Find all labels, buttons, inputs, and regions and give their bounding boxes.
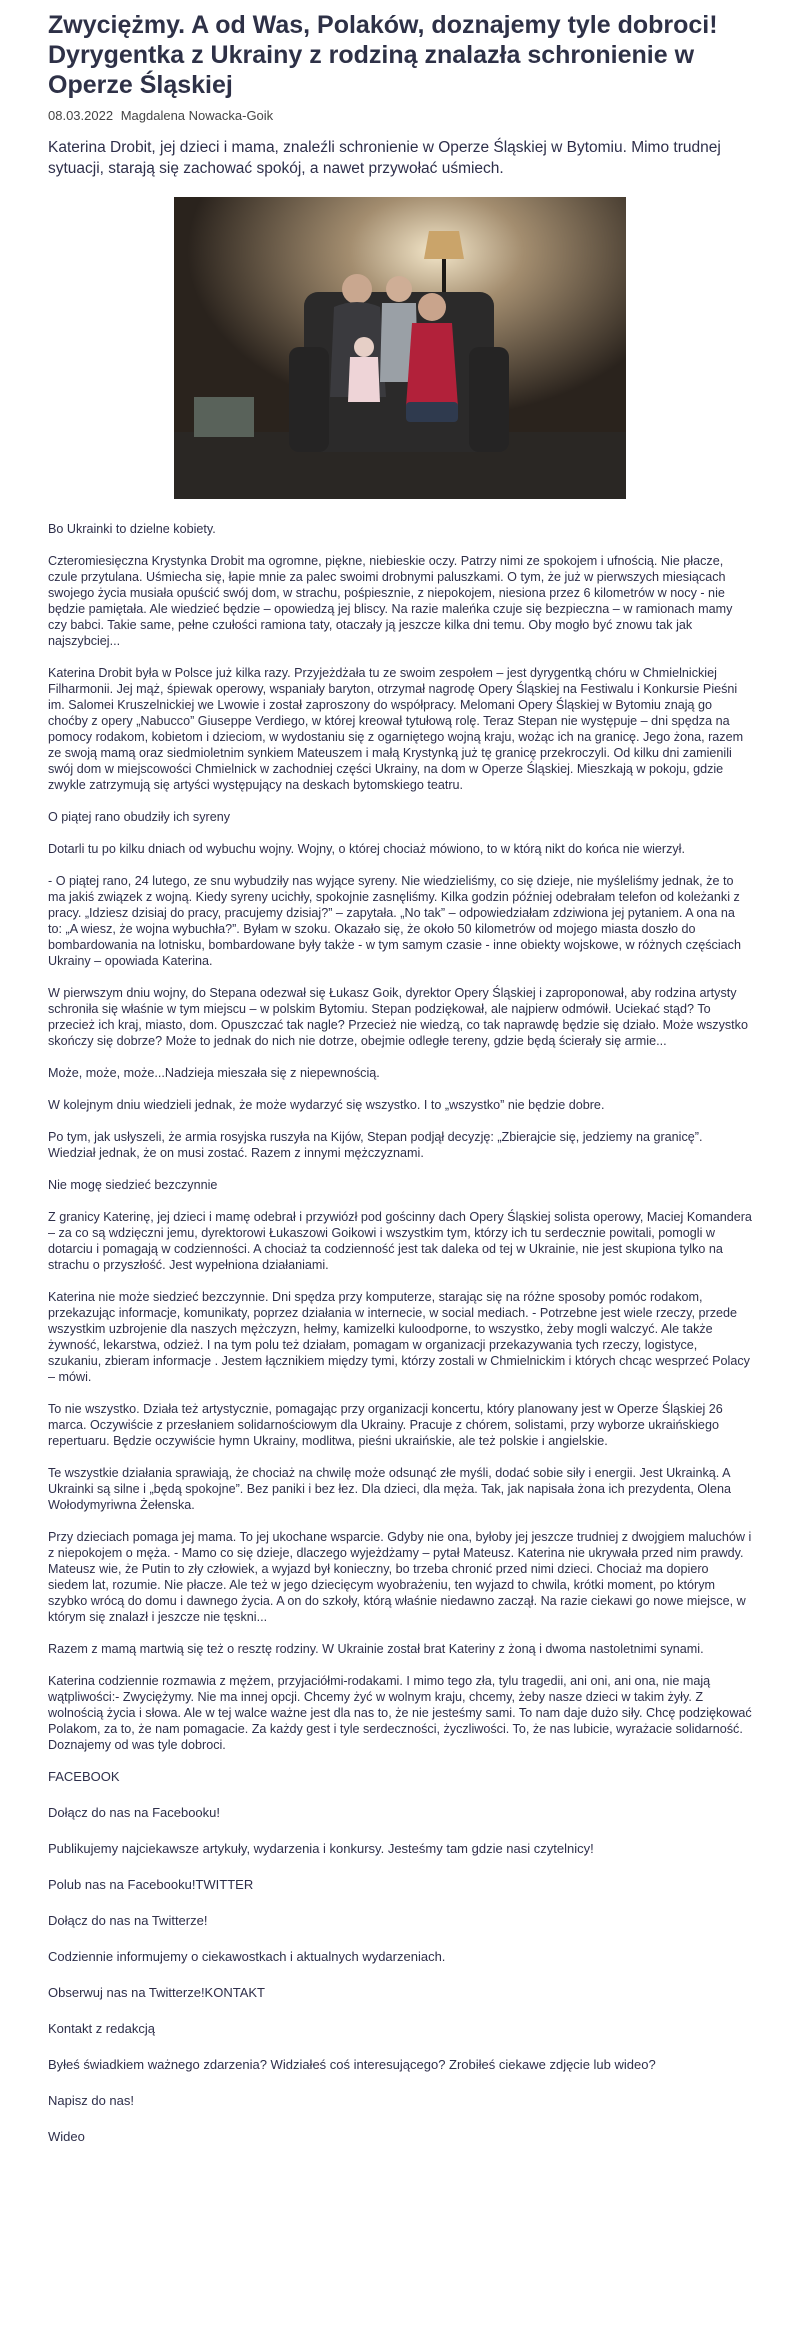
article-body: [48, 521, 752, 1753]
article-paragraph: Te wszystkie działania sprawiają, że chociaż na chwilę może odsunąć złe myśli, dodać sobie siły i energii. Jest Ukrainką. A Ukrainki są silne i „będą spokojne”. Bez paniki i bez łez. Dla dzieci, dla męża. Tak, jak napisała żona ich prezydenta, Olena Wołodymyriwna Żełenska.: [48, 1466, 731, 1512]
article-paragraph: Z granicy Katerinę, jej dzieci i mamę odebrał i przywiózł pod gościnny dach Opery Śląskiej solista operowy, Maciej Komandera – za co są wdzięczni jemu, dyrektorowi Łukaszowi Goikowi i wszystkim tym, którzy ich tu serdecznie powitali, pomogli w dotarciu i pomagają w codzienności. A chociaż ta codzienność jest tak daleka od tej w Ukrainie, nie jest skupiona tylko na strachu o przyszłość. Jest wypełniona działaniami.: [48, 1210, 752, 1272]
article-paragraph: Katerina nie może siedzieć bezczynnie. Dni spędza przy komputerze, starając się na różne sposoby pomóc rodakom, przekazując informacje, komunikaty, poprzez działania w internecie, w social mediach. - Potrzebne jest wiele rzeczy, przede wszystkim uzbrojenie dla naszych mężczyzn, hełmy, kamizelki kuloodporne, to wszystko, żeby mogli walczyć. Ale także żywność, lekarstwa, odzież. I na tym polu też działam, pomagam w organizacji przekazywania tych rzeczy, logistyce, szukaniu, zbieram informacje . Jestem łącznikiem między tymi, którzy zostali w Chmielnickim i których chcąc wesprzeć Polacy – mówi.: [48, 1290, 750, 1384]
article-paragraph: Przy dzieciach pomaga jej mama. To jej ukochane wsparcie. Gdyby nie ona, byłoby jej jeszcze trudniej z dwojgiem maluchów i z niepokojem o męża. - Mamo co się dzieje, dlaczego wyjeżdżamy – pytał Mateusz. Katerina nie ukrywała przed nim prawdy. Mateusz wie, że Putin to zły człowiek, a wyjazd był konieczny, bo trzeba chronić przed nimi dzieci. Chociaż ma dopiero siedem lat, rozumie. Nie płacze. Ale też w jego dziecięcym wyobrażeniu, ten wyjazd to chwila, krótki moment, po którym szybko wrócą do domu i dawnego życia. A on do szkoły, którą właśnie niedawno zaczął. Na razie ciekawi go nowe miejsce, w którym się znalazł i jeszcze nie tęskni...: [48, 1530, 752, 1624]
article-paragraph: W kolejnym dniu wiedzieli jednak, że może wydarzyć się wszystko. I to „wszystko” nie będzie dobre.: [48, 1098, 605, 1112]
twitter-follow-link[interactable]: Obserwuj nas na Twitterze!KONTAKT: [48, 1985, 265, 2000]
article-paragraph: Bo Ukrainki to dzielne kobiety.: [48, 522, 216, 536]
facebook-description: Publikujemy najciekawsze artykuły, wydarzenia i konkursy. Jesteśmy tam gdzie nasi czytelnicy!: [48, 1841, 594, 1856]
article-paragraph: Czteromiesięczna Krystynka Drobit ma ogromne, piękne, niebieskie oczy. Patrzy nimi ze spokojem i ufnością. Nie płacze, czule przytulana. Uśmiecha się, łapie mnie za palec swoimi drobnymi paluszkami. O tym, że już w pierwszych miesiącach swojego życia musiała opuścić swój dom, w strachu, pośpiesznie, z niepokojem, niesiona przez 6 kilometrów w nocy - nie będzie pamiętała. Ale wiedzieć będzie – opowiedzą jej bliscy. Na razie maleńka czuje się bezpieczna – w ramionach mamy czy babci. Takie same, pełne czułości ramiona taty, otaczały ją jeszcze kilka dni temu. Oby mogło być znowu tak jak najszybciej...: [48, 554, 733, 648]
article-meta: [48, 108, 752, 123]
facebook-like-link[interactable]: Polub nas na Facebooku!TWITTER: [48, 1877, 254, 1892]
article-paragraph: - O piątej rano, 24 lutego, ze snu wybudziły nas wyjące syreny. Nie wiedzieliśmy, co się dzieje, nie myśleliśmy jednak, że to ma jakiś związek z wojną. Kiedy syreny ucichły, spokojnie zasnęliśmy. Kilka godzin później odebrałam telefon od koleżanki z pracy. „Idziesz dzisiaj do pracy, pracujemy dzisiaj?” – zapytała. „No tak” – odpowiedziałam zdziwiona jej pytaniem. A ona na to: „A wiesz, że wojna wybuchła?”. Byłam w szoku. Okazało się, że około 50 kilometrów od mojego miasta doszło do bombardowania na lotnisku, bombardowane były także - w tym samym czasie - inne obiekty wojskowe, w różnych częściach Ukrainy – opowiada Katerina.: [48, 874, 741, 968]
contact-description: Byłeś świadkiem ważnego zdarzenia? Widziałeś coś interesującego? Zrobiłeś ciekawe zdjęcie lub wideo?: [48, 2057, 656, 2072]
family-photo-icon: [174, 197, 626, 499]
write-to-us-link[interactable]: Napisz do nas!: [48, 2093, 134, 2108]
contact-editorial-link[interactable]: Kontakt z redakcją: [48, 2021, 155, 2036]
title-line-1: Zwyciężmy. A od Was, Polaków, doznajemy tyle dobroci!: [48, 11, 718, 39]
article-paragraph: Razem z mamą martwią się też o resztę rodziny. W Ukrainie został brat Kateriny z żoną i dwoma nastoletnimi synami.: [48, 1642, 704, 1656]
article-paragraph: W pierwszym dniu wojny, do Stepana odezwał się Łukasz Goik, dyrektor Opery Śląskiej i zaproponował, aby rodzina artysty schroniła się właśnie w tym miejscu – w polskim Bytomiu. Stepan podziękował, ale najpierw odmówił. Uciekać stąd? To przecież ich kraj, miasto, dom. Opuszczać tak nagle? Przecież nie wiedzą, co tak naprawdę będzie się działo. Może wszystko skończy się dobrze? Może to jednak do nich nie dotrze, obejmie odległe tereny, gdzie będą ścierały się armie...: [48, 986, 748, 1048]
article-subheading: Nie mogę siedzieć bezczynnie: [48, 1178, 218, 1192]
article-title: [48, 10, 752, 100]
twitter-description: Codziennie informujemy o ciekawostkach i aktualnych wydarzeniach.: [48, 1949, 446, 1964]
article-lead: Katerina Drobit, jej dzieci i mama, znaleźli schronienie w Operze Śląskiej w Bytomiu. Mimo trudnej sytuacji, starają się zachować spokój, a nawet przywołać uśmiech.: [48, 139, 721, 177]
facebook-join-link[interactable]: Dołącz do nas na Facebooku!: [48, 1805, 220, 1820]
title-line-2: Dyrygentka z Ukrainy z rodziną znalazła schronienie w Operze Śląskiej: [48, 41, 695, 99]
article-date: 08.03.2022: [48, 108, 114, 123]
footer-heading-facebook: FACEBOOK: [48, 1769, 120, 1784]
article-paragraph: To nie wszystko. Działa też artystycznie, pomagając przy organizacji koncertu, który planowany jest w Operze Śląskiej 26 marca. Oczywiście z przesłaniem solidarnościowym dla Ukrainy. Pracuje z chórem, solistami, przy wyborze ukraińskiego repertuaru. Będzie oczywiście hymn Ukrainy, modlitwa, pieśni ukraińskie, ale też polskie i angielskie.: [48, 1402, 723, 1448]
article-subheading: O piątej rano obudziły ich syreny: [48, 810, 231, 824]
article-paragraph: Katerina codziennie rozmawia z mężem, przyjaciółmi-rodakami. I mimo tego zła, tylu tragedii, ani oni, ani ona, nie mają wątpliwości:- Zwyciężymy. Nie ma innej opcji. Chcemy żyć w wolnym kraju, chcemy, żeby nasze dzieci w takim żyły. Z wolnością życia i słowa. Ale w tej walce ważne jest dla nas to, że nie jesteśmy sami. To nam daje dużo siły. Chcę podziękować Polakom, za to, że nam pomagacie. Za każdy gest i tyle serdeczności, życzliwości. To, że nas lubicie, wyrażacie solidarność. Doznajemy od was tyle dobroci.: [48, 1674, 752, 1752]
article-author: Magdalena Nowacka-Goik: [120, 108, 274, 123]
article-paragraph: Katerina Drobit była w Polsce już kilka razy. Przyjeżdżała tu ze swoim zespołem – jest dyrygentką chóru w Chmielnickiej Filharmonii. Jej mąż, śpiewak operowy, wspaniały baryton, otrzymał nagrodę Opery Śląskiej na Festiwalu i Konkursie Pieśni im. Salomei Kruszelnickiej we Lwowie i został zaproszony do współpracy. Melomani Opery Śląskiej w Bytomiu znają go choćby z opery „Nabucco” Giuseppe Verdiego, w której kreował tytułową rolę. Teraz Stepan nie występuje – dni spędza na pomocy rodakom, kobietom i dzieciom, w wydostaniu się z ogarniętego wojną kraju, wożąc ich na granicę. Jego żona, razem ze swoją mamą oraz siedmioletnim synkiem Mateuszem i małą Krystynką już tę granicę przekroczyli. Od kilku dni zamienili swój dom w miejscowości Chmielnick w zachodniej części Ukrainy, na dom w Operze Śląskiej. Mieszkają w pokoju, gdzie zwykle zatrzymują się artyści występujący na deskach bytomskiego teatru.: [48, 666, 744, 792]
video-link[interactable]: Wideo: [48, 2129, 85, 2144]
footer-section: [48, 1769, 752, 2145]
article-paragraph: Dotarli tu po kilku dniach od wybuchu wojny. Wojny, o której chociaż mówiono, to w którą nikt do końca nie wierzył.: [48, 842, 685, 856]
article-paragraph: Może, może, może...Nadzieja mieszała się z niepewnością.: [48, 1066, 380, 1080]
twitter-join-link[interactable]: Dołącz do nas na Twitterze!: [48, 1913, 208, 1928]
article-paragraph: Po tym, jak usłyszeli, że armia rosyjska ruszyła na Kijów, Stepan podjął decyzję: „Zbierajcie się, jedziemy na granicę”. Wiedział jednak, że on musi zostać. Razem z innymi mężczyznami.: [48, 1130, 703, 1160]
